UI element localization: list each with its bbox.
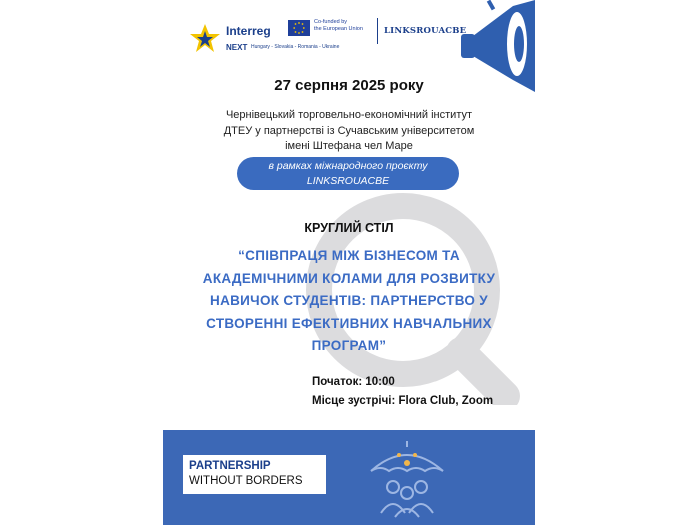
interreg-star-icon bbox=[188, 22, 222, 54]
partnership-logo: PARTNERSHIP WITHOUT BORDERS bbox=[183, 455, 326, 494]
event-poster bbox=[163, 0, 535, 525]
logo-divider bbox=[377, 18, 378, 44]
start-time: Початок: 10:00 bbox=[312, 376, 395, 388]
institution-line: Чернівецький торговельно-економічний інститут bbox=[225, 109, 473, 121]
event-details bbox=[312, 373, 493, 411]
next-logo-text: NEXT bbox=[226, 43, 248, 52]
eu-flag-icon bbox=[288, 20, 310, 36]
project-logo-text: LINKSROUACBE bbox=[384, 26, 467, 36]
event-date: 27 серпня 2025 року bbox=[274, 77, 424, 94]
institution-block bbox=[163, 108, 535, 155]
institution-line: ДТЕУ у партнерстві із Сучавським університетом bbox=[223, 124, 475, 137]
logo-bar bbox=[188, 18, 508, 58]
interreg-logo-text: Interreg bbox=[226, 24, 271, 38]
event-topic: “СПІВПРАЦЯ МІЖ БІЗНЕСОМ ТА АКАДЕМІЧНИМИ КОЛАМИ ДЛЯ РОЗВИТКУ НАВИЧОК СТУДЕНТІВ: ПАРТНЕРСТВО У СТВОРЕННІ ЕФЕКТИВНИХ НАВЧАЛЬНИХ ПРОГРАМ” bbox=[202, 248, 496, 353]
institution-line: імені Штефана чел Маре bbox=[285, 140, 413, 152]
event-type-heading: КРУГЛИЙ СТІЛ bbox=[304, 221, 394, 235]
venue: Місце зустрічі: Flora Club, Zoom bbox=[312, 395, 494, 407]
eu-cofunded-text: Co-funded by the European Union bbox=[314, 19, 363, 32]
project-pill: в рамках міжнародного проєкту LINKSROUACBE bbox=[237, 157, 459, 190]
umbrella-people-icon bbox=[363, 437, 451, 519]
next-countries-text: Hungary - Slovakia - Romania - Ukraine bbox=[251, 44, 340, 50]
